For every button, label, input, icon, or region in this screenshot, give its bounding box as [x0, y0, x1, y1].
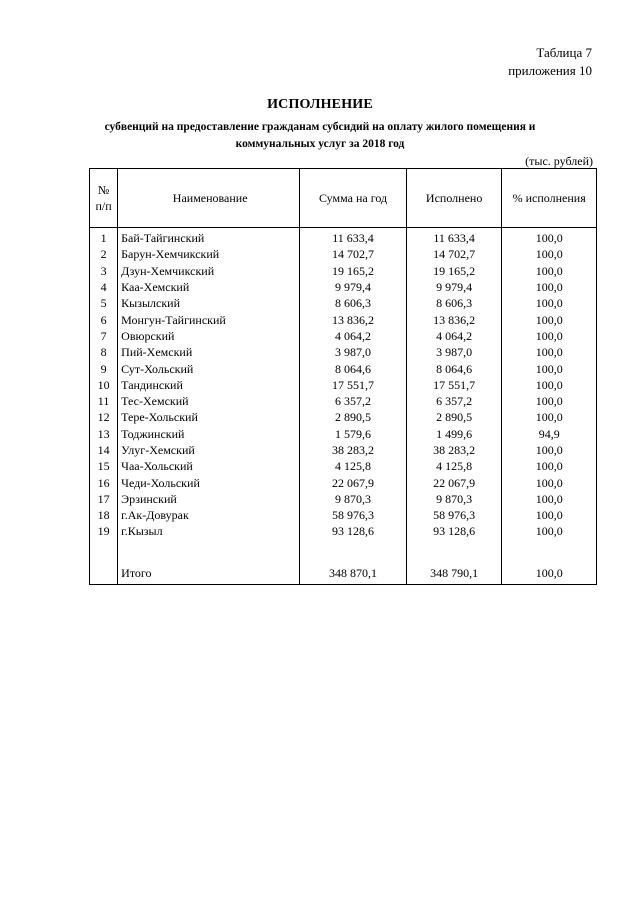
- row-number: 2: [90, 246, 118, 262]
- row-done: 14 702,7: [406, 246, 502, 262]
- header-number-line-2: п/п: [95, 199, 112, 213]
- row-name: Каа-Хемский: [118, 279, 300, 295]
- header-done: Исполнено: [406, 169, 502, 228]
- row-done: 11 633,4: [406, 228, 502, 247]
- row-plan: 1 579,6: [300, 426, 407, 442]
- row-name: г.Ак-Довурак: [118, 507, 300, 523]
- row-done: 3 987,0: [406, 344, 502, 360]
- row-name: Сут-Хольский: [118, 360, 300, 376]
- row-name: Чаа-Хольский: [118, 458, 300, 474]
- row-plan: 11 633,4: [300, 228, 407, 247]
- row-percent: 100,0: [502, 491, 597, 507]
- row-percent: 100,0: [502, 409, 597, 425]
- row-plan: 8 606,3: [300, 295, 407, 311]
- row-name: Тес-Хемский: [118, 393, 300, 409]
- table-row: [90, 442, 597, 458]
- table-body: [90, 228, 597, 585]
- table-row: [90, 458, 597, 474]
- row-number: 16: [90, 474, 118, 490]
- row-percent: 100,0: [502, 360, 597, 376]
- row-done: 58 976,3: [406, 507, 502, 523]
- row-percent: 100,0: [502, 562, 597, 585]
- table-row: [90, 393, 597, 409]
- spacer-cell: [118, 540, 300, 562]
- table-row: [90, 279, 597, 295]
- table-row: [90, 228, 597, 247]
- row-plan: 93 128,6: [300, 523, 407, 539]
- table-row: [90, 507, 597, 523]
- subtitle-line-2: коммунальных услуг за 2018 год: [235, 138, 405, 150]
- row-plan: 8 064,6: [300, 360, 407, 376]
- table-row: [90, 311, 597, 327]
- row-name: Итого: [118, 562, 300, 585]
- row-number: 11: [90, 393, 118, 409]
- row-name: Дзун-Хемчикский: [118, 263, 300, 279]
- row-percent: 100,0: [502, 263, 597, 279]
- row-plan: 9 979,4: [300, 279, 407, 295]
- row-plan: 6 357,2: [300, 393, 407, 409]
- table-row: [90, 409, 597, 425]
- row-name: Тоджинский: [118, 426, 300, 442]
- header-plan: Сумма на год: [300, 169, 407, 228]
- document-title: ИСПОЛНЕНИЕ: [267, 97, 373, 112]
- row-percent: 100,0: [502, 344, 597, 360]
- row-percent: 100,0: [502, 458, 597, 474]
- header-number-line-1: №: [97, 183, 110, 197]
- row-done: 17 551,7: [406, 377, 502, 393]
- row-name: Тандинский: [118, 377, 300, 393]
- row-number: 7: [90, 328, 118, 344]
- row-done: 13 836,2: [406, 311, 502, 327]
- row-name: г.Кызыл: [118, 523, 300, 539]
- table-label: Таблица 7: [536, 45, 592, 60]
- spacer-cell: [406, 540, 502, 562]
- row-done: 19 165,2: [406, 263, 502, 279]
- row-done: 2 890,5: [406, 409, 502, 425]
- table-row: [90, 360, 597, 376]
- row-number: 1: [90, 228, 118, 247]
- row-number: 4: [90, 279, 118, 295]
- row-plan: 4 125,8: [300, 458, 407, 474]
- row-number: 13: [90, 426, 118, 442]
- row-plan: 2 890,5: [300, 409, 407, 425]
- row-percent: 100,0: [502, 442, 597, 458]
- row-plan: 58 976,3: [300, 507, 407, 523]
- row-done: 8 606,3: [406, 295, 502, 311]
- row-percent: 100,0: [502, 328, 597, 344]
- row-number: 8: [90, 344, 118, 360]
- appendix-label: приложения 10: [508, 63, 592, 78]
- row-done: 9 979,4: [406, 279, 502, 295]
- row-percent: 100,0: [502, 393, 597, 409]
- row-number: 15: [90, 458, 118, 474]
- row-percent: 100,0: [502, 377, 597, 393]
- row-percent: 100,0: [502, 507, 597, 523]
- spacer-cell: [90, 540, 118, 562]
- row-plan: 14 702,7: [300, 246, 407, 262]
- row-done: 1 499,6: [406, 426, 502, 442]
- row-name: Барун-Хемчикский: [118, 246, 300, 262]
- row-percent: 100,0: [502, 474, 597, 490]
- row-plan: 19 165,2: [300, 263, 407, 279]
- row-plan: 9 870,3: [300, 491, 407, 507]
- row-name: Тере-Хольский: [118, 409, 300, 425]
- row-done: 9 870,3: [406, 491, 502, 507]
- row-percent: 94,9: [502, 426, 597, 442]
- table-row: [90, 426, 597, 442]
- row-name: Монгун-Тайгинский: [118, 311, 300, 327]
- table-row: [90, 474, 597, 490]
- header-name: Наименование: [118, 169, 300, 228]
- header-number: [90, 169, 118, 228]
- row-number: 19: [90, 523, 118, 539]
- row-plan: 3 987,0: [300, 344, 407, 360]
- row-name: Эрзинский: [118, 491, 300, 507]
- row-name: Чеди-Хольский: [118, 474, 300, 490]
- row-number: 17: [90, 491, 118, 507]
- table-row: [90, 246, 597, 262]
- row-name: Овюрский: [118, 328, 300, 344]
- row-number: 10: [90, 377, 118, 393]
- row-number: 6: [90, 311, 118, 327]
- row-name: Кызылский: [118, 295, 300, 311]
- row-percent: 100,0: [502, 228, 597, 247]
- row-number: 14: [90, 442, 118, 458]
- header-percent: % исполнения: [502, 169, 597, 228]
- table-header: [90, 169, 597, 228]
- row-plan: 4 064,2: [300, 328, 407, 344]
- row-done: 348 790,1: [406, 562, 502, 585]
- table-row: [90, 295, 597, 311]
- row-plan: 38 283,2: [300, 442, 407, 458]
- unit-note: (тыс. рублей): [525, 154, 593, 168]
- table-row: [90, 263, 597, 279]
- row-plan: 13 836,2: [300, 311, 407, 327]
- row-percent: 100,0: [502, 523, 597, 539]
- row-number: [90, 562, 118, 585]
- spacer-cell: [502, 540, 597, 562]
- total-row: [90, 562, 597, 585]
- row-plan: 17 551,7: [300, 377, 407, 393]
- page-header: [508, 44, 592, 80]
- row-done: 4 064,2: [406, 328, 502, 344]
- row-number: 18: [90, 507, 118, 523]
- table-row: [90, 344, 597, 360]
- row-done: 8 064,6: [406, 360, 502, 376]
- row-done: 93 128,6: [406, 523, 502, 539]
- row-plan: 348 870,1: [300, 562, 407, 585]
- row-done: 4 125,8: [406, 458, 502, 474]
- execution-table: [89, 168, 597, 585]
- subtitle-line-1: субвенций на предоставление гражданам субсидий на оплату жилого помещения и: [104, 121, 536, 133]
- row-percent: 100,0: [502, 246, 597, 262]
- spacer-row: [90, 540, 597, 562]
- row-number: 12: [90, 409, 118, 425]
- row-name: Пий-Хемский: [118, 344, 300, 360]
- row-number: 5: [90, 295, 118, 311]
- table-row: [90, 523, 597, 539]
- header-row: [90, 169, 597, 228]
- row-name: Бай-Тайгинский: [118, 228, 300, 247]
- row-percent: 100,0: [502, 311, 597, 327]
- document-subtitle: [100, 119, 540, 153]
- row-done: 6 357,2: [406, 393, 502, 409]
- row-number: 9: [90, 360, 118, 376]
- row-percent: 100,0: [502, 295, 597, 311]
- table-row: [90, 377, 597, 393]
- row-name: Улуг-Хемский: [118, 442, 300, 458]
- row-plan: 22 067,9: [300, 474, 407, 490]
- spacer-cell: [300, 540, 407, 562]
- row-number: 3: [90, 263, 118, 279]
- table-row: [90, 328, 597, 344]
- row-done: 22 067,9: [406, 474, 502, 490]
- row-percent: 100,0: [502, 279, 597, 295]
- row-done: 38 283,2: [406, 442, 502, 458]
- table-row: [90, 491, 597, 507]
